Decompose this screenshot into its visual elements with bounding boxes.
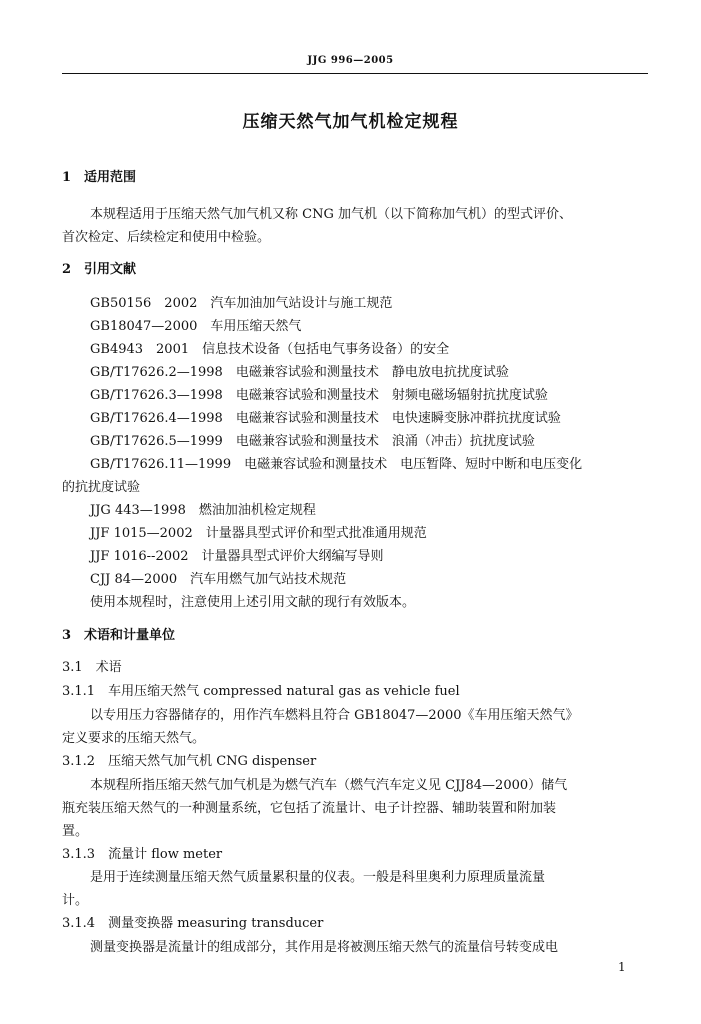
term-3-1-3-para-line: 是用于连续测量压缩天然气质量累积量的仪表。一般是科里奥利力原理质量流量 <box>90 870 546 885</box>
term-3-1-1-para-line: 定义要求的压缩天然气。 <box>62 731 206 746</box>
section-2-heading: 2 引用文献 <box>62 262 137 277</box>
term-3-1-1-heading: 3.1.1 车用压缩天然气 compressed natural gas as vehicle fuel <box>62 684 460 699</box>
reference-item: GB/T17626.2—1998 电磁兼容试验和测量技术 静电放电抗扰度试验 <box>90 365 509 380</box>
reference-item: GB/T17626.3—1998 电磁兼容试验和测量技术 射频电磁场辐射抗扰度试验 <box>90 388 548 403</box>
reference-item: GB50156 2002 汽车加油加气站设计与施工规范 <box>90 296 393 311</box>
reference-item: CJJ 84—2000 汽车用燃气加气站技术规范 <box>90 572 347 587</box>
term-3-1-2-para-line: 置。 <box>62 824 89 839</box>
reference-item: GB18047—2000 车用压缩天然气 <box>90 319 302 334</box>
reference-note: 使用本规程时，注意使用上述引用文献的现行有效版本。 <box>90 595 416 610</box>
reference-item: JJG 443—1998 燃油加油机检定规程 <box>90 503 316 518</box>
reference-item: GB/T17626.5—1999 电磁兼容试验和测量技术 浪涌（冲击）抗扰度试验 <box>90 434 535 449</box>
reference-item-continuation: 的抗扰度试验 <box>62 480 141 495</box>
reference-item: JJF 1016--2002 计量器具型式评价大纲编写导则 <box>90 549 384 564</box>
reference-item: GB/T17626.4—1998 电磁兼容试验和测量技术 电快速瞬变脉冲群抗扰度试验 <box>90 411 561 426</box>
header-divider <box>62 73 648 74</box>
term-3-1-4-para-line: 测量变换器是流量计的组成部分，其作用是将被测压缩天然气的流量信号转变成电 <box>90 940 559 955</box>
reference-item: JJF 1015—2002 计量器具型式评价和型式批准通用规范 <box>90 526 427 541</box>
section-1-heading: 1 适用范围 <box>62 170 137 185</box>
page-number: 1 <box>618 960 626 974</box>
document-title: 压缩天然气加气机检定规程 <box>242 112 459 132</box>
section-3-heading: 3 术语和计量单位 <box>62 628 176 643</box>
term-3-1-2-heading: 3.1.2 压缩天然气加气机 CNG dispenser <box>62 754 317 769</box>
section-1-para-line: 首次检定、后续检定和使用中检验。 <box>62 230 271 245</box>
term-3-1-1-para-line: 以专用压力容器储存的，用作汽车燃料且符合 GB18047—2000《车用压缩天然气》 <box>90 708 579 723</box>
term-3-1-3-para-line: 计。 <box>62 893 89 908</box>
subsection-3-1-heading: 3.1 术语 <box>62 660 122 675</box>
reference-item: GB/T17626.11—1999 电磁兼容试验和测量技术 电压暂降、短时中断和电压变化 <box>90 457 583 472</box>
term-3-1-3-heading: 3.1.3 流量计 flow meter <box>62 847 223 862</box>
header-doc-code: JJG 996—2005 <box>307 55 394 66</box>
section-1-para-line: 本规程适用于压缩天然气加气机又称 CNG 加气机（以下简称加气机）的型式评价、 <box>90 207 572 222</box>
term-3-1-2-para-line: 本规程所指压缩天然气加气机是为燃气汽车（燃气汽车定义见 CJJ84—2000）储气 <box>90 778 568 793</box>
reference-item: GB4943 2001 信息技术设备（包括电气事务设备）的安全 <box>90 342 450 357</box>
term-3-1-2-para-line: 瓶充装压缩天然气的一种测量系统，它包括了流量计、电子计控器、辅助装置和附加装 <box>62 801 557 816</box>
term-3-1-4-heading: 3.1.4 测量变换器 measuring transducer <box>62 916 324 931</box>
